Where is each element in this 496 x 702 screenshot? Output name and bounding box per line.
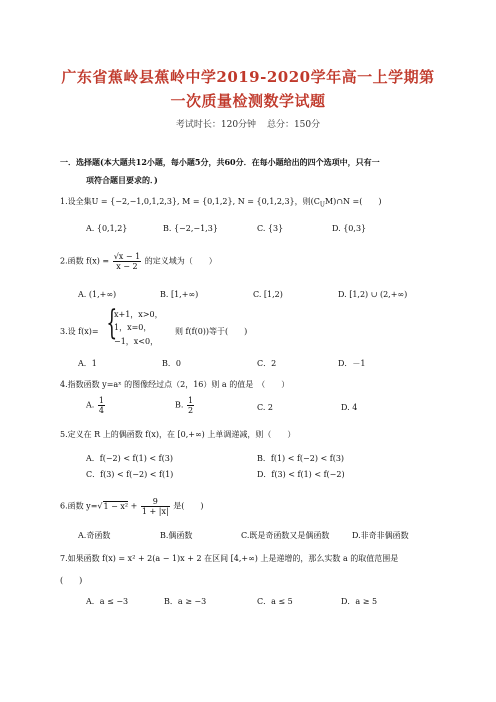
question-6-option-a: A.奇函数	[78, 531, 111, 540]
question-1-option-d: D. {0,3}	[332, 224, 367, 233]
question-2-option-c: C. [1,2)	[253, 290, 283, 299]
question-2-option-b: B. [1,+∞)	[160, 290, 199, 299]
question-2-fraction	[113, 252, 142, 271]
exam-score: 总分：150分	[266, 120, 321, 130]
sqrt-icon: √	[97, 501, 103, 511]
question-4-option-b-fraction	[187, 396, 194, 415]
question-7-option-c: C．a ≤ 5	[257, 597, 293, 606]
question-3-case-2: 1，x=0，	[114, 323, 152, 332]
question-1-option-a: A. {0,1,2}	[86, 224, 128, 233]
question-6	[60, 497, 204, 516]
question-4-stem: 4.指数函数 y=aˣ 的图像经过点（2，16）则 a 的值是 （ ）	[60, 380, 290, 389]
question-1-option-b: B. {−2,−1,3}	[163, 224, 218, 233]
question-1-tail: M)∩N =( )	[324, 197, 382, 206]
question-2-post: 的定义域为（ ）	[144, 256, 217, 266]
question-3-option-d: D．－1	[338, 359, 366, 368]
question-2-pre: 2.函数 f(x) =	[60, 256, 110, 266]
question-7-stem: 7.如果函数 f(x) = x² + 2(a − 1)x + 2 在区间 [4,+∞) 上是递增的，那么实数 a 的取值范围是	[60, 554, 399, 563]
question-5-option-a: A．f(−2) < f(1) < f(3)	[86, 454, 173, 463]
question-4-option-c: C. 2	[257, 403, 274, 412]
question-2-option-d: D. [1,2) ∪ (2,+∞)	[338, 290, 408, 299]
question-6-radicand: 1 − x²	[103, 501, 129, 511]
question-4-option-b-denominator: 2	[187, 406, 194, 415]
question-3-post: 则 f(f(0))等于( )	[175, 327, 248, 336]
question-5-option-b: B．f(1) < f(−2) < f(3)	[257, 454, 345, 463]
question-6-option-b: B.偶函数	[160, 531, 193, 540]
question-7-option-d: D．a ≥ 5	[341, 597, 378, 606]
question-3-case-1: x+1，x>0，	[114, 310, 163, 319]
question-6-option-d: D.非奇非偶函数	[352, 531, 409, 540]
question-7-option-a: A．a ≤ −3	[86, 597, 129, 606]
question-6-post: 是( )	[173, 501, 204, 511]
question-3-option-b: B．0	[162, 359, 181, 368]
section-heading-line2: 项符合题目要求的．)	[86, 175, 158, 185]
question-6-fraction	[141, 497, 170, 516]
question-4-option-d: D. 4	[341, 403, 358, 412]
question-4-option-b-numerator: 1	[187, 396, 194, 405]
question-6-plus: +	[130, 501, 138, 511]
question-4-option-a	[86, 396, 106, 415]
question-2-numerator: √x − 1	[113, 252, 141, 261]
exam-title-line1: 广东省蕉岭县蕉岭中学2019-2020学年高一上学期第	[61, 68, 435, 86]
exam-time: 考试时长：120分钟	[175, 120, 257, 130]
question-4-option-a-numerator: 1	[98, 396, 104, 405]
question-7-option-b: B．a ≥ −3	[164, 597, 207, 606]
question-2-option-a: A. (1,+∞)	[78, 290, 117, 299]
question-7-paren: ( )	[60, 576, 83, 585]
question-1-stem: 1.设全集U = {−2,−1,0,1,2,3}, M = {0,1,2}, N = {0,1,2,3}，则(C	[60, 197, 320, 206]
question-6-numerator: 9	[141, 497, 170, 507]
question-3-brace: {	[106, 303, 118, 343]
question-6-pre: 6.函数 y=	[60, 501, 98, 511]
section-heading-line1: 一．选择题(本大题共12小题，每小题5分，共60分．在每小题给出的四个选项中，只有一	[60, 157, 380, 167]
question-6-option-c: C.既是奇函数又是偶函数	[241, 531, 330, 540]
question-4-option-b-label: B.	[175, 400, 184, 410]
question-3-option-a: A．1	[78, 359, 97, 368]
question-1-option-c: C. {3}	[257, 224, 284, 233]
question-5-stem: 5.定义在 R 上的偶函数 f(x)，在 [0,+∞) 上单调递减，则（ ）	[60, 430, 296, 439]
question-4-option-b	[175, 396, 195, 415]
exam-title-line2: 一次质量检测数学试题	[170, 92, 326, 110]
question-1	[60, 196, 381, 209]
exam-meta	[0, 117, 496, 130]
question-3-pre: 3.设 f(x)=	[60, 327, 99, 336]
question-4-option-a-denominator: 4	[98, 406, 104, 415]
question-5-option-c: C．f(3) < f(−2) < f(1)	[86, 470, 174, 479]
question-2-denominator: x − 2	[116, 262, 138, 271]
question-6-denominator: 1 + |x|	[141, 507, 169, 516]
question-5-option-d: D．f(3) < f(1) < f(−2)	[257, 470, 345, 479]
question-4-option-a-label: A.	[86, 400, 95, 410]
question-3-option-c: C．2	[257, 359, 277, 368]
question-2	[60, 252, 217, 271]
question-3-case-3: −1，x<0，	[114, 337, 159, 346]
question-4-option-a-fraction	[98, 396, 105, 415]
question-1-subscript: U	[319, 201, 325, 209]
